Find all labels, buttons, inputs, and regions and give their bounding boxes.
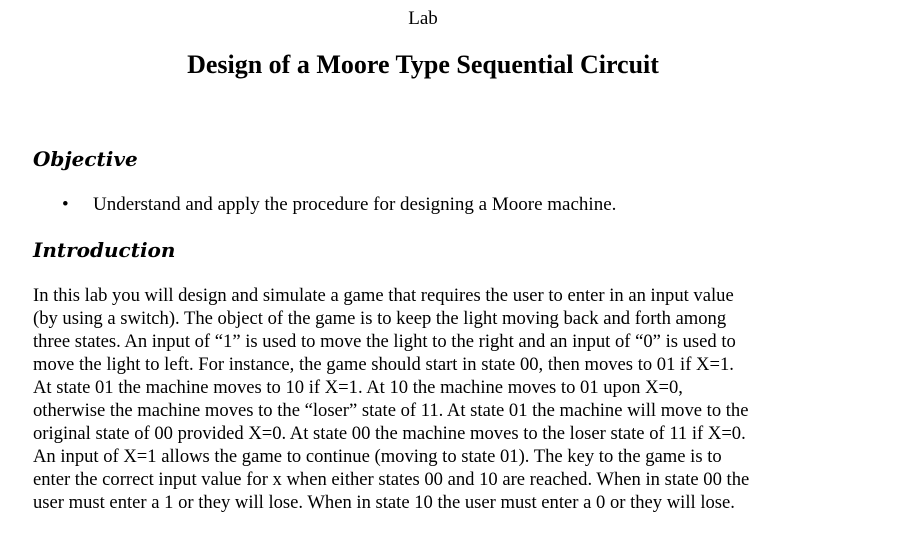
document-title: Design of a Moore Type Sequential Circuit [187,50,659,79]
objective-heading: Objective [33,147,138,171]
header-lab-label: Lab [408,8,438,29]
bullet-icon: • [62,194,69,215]
introduction-paragraph[interactable]: In this lab you will design and simulate a game that requires the user to enter in an input value (by using a switch). The object of the game is to keep the light moving back and forth among three states. An input of “1” is used to move the light to the right and an input of “0” is used to move the light to left. For instance, the game should start in state 00, then moves to 01 if X=1. At state 01 the machine moves to 10 if X=1. At 10 the machine moves to 01 upon X=0, otherwise the machine moves to the “loser” state of 11. At state 01 the machine will move to the original state of 00 provided X=0. At state 00 the machine moves to the loser state of 11 if X=0. An input of X=1 allows the game to continue (moving to state 01). The key to the game is to enter the correct input value for x when either states 00 and 10 are reached. When in state 00 the user must enter a 1 or they will lose. When in state 10 the user must enter a 0 or they will lose. [33,285,750,513]
objective-item-text: Understand and apply the procedure for designing a Moore machine. [93,194,617,215]
objective-item [62,194,616,216]
introduction-heading: Introduction [33,238,176,262]
objective-list [62,194,616,216]
